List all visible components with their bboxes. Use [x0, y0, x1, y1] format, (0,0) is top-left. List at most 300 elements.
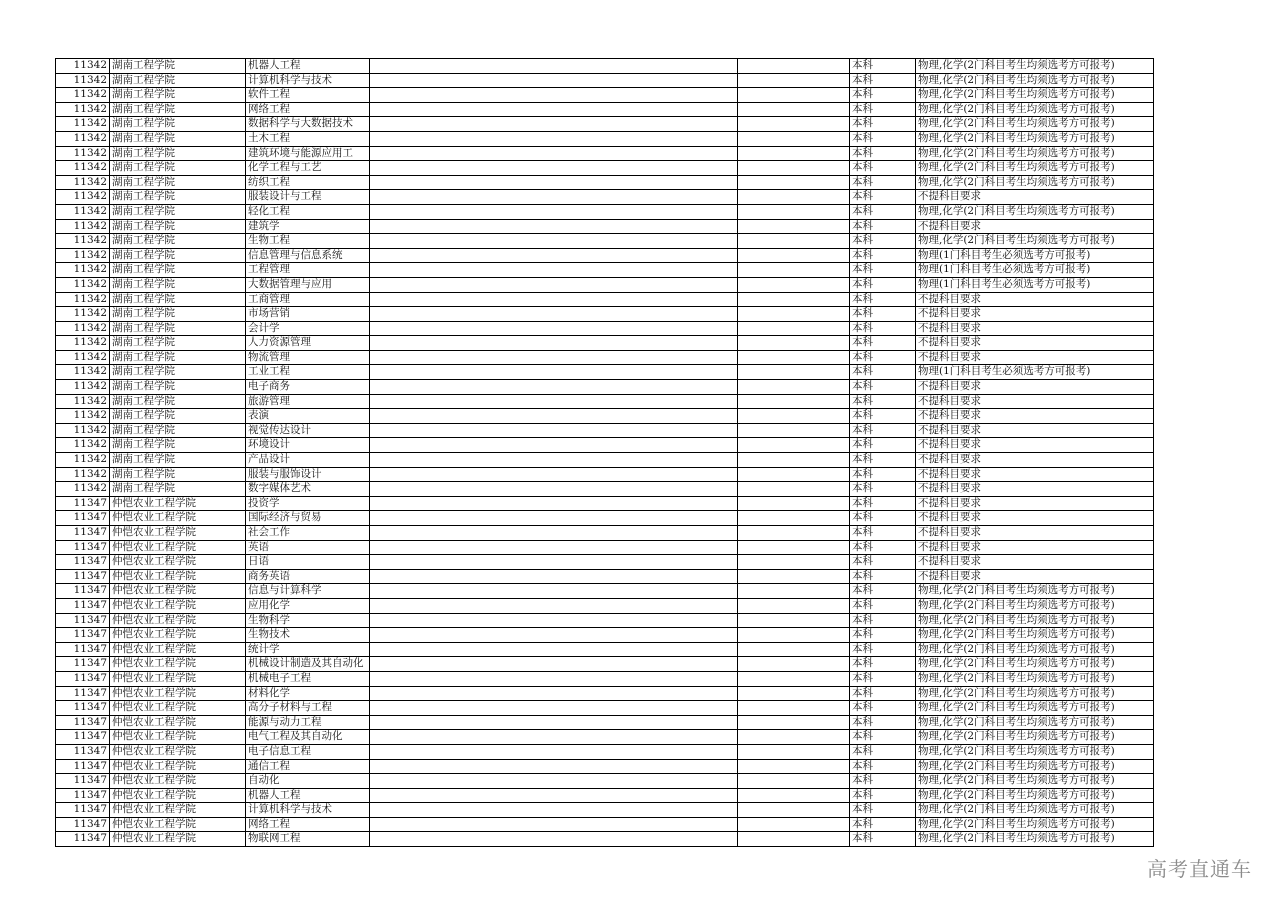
blank-col-a-cell [370, 423, 738, 438]
blank-col-a-cell [370, 277, 738, 292]
blank-col-a-cell [370, 394, 738, 409]
school-name-cell: 仲恺农业工程学院 [110, 496, 246, 511]
school-code-cell: 11347 [56, 715, 110, 730]
subject-requirement-cell: 物理(1门科目考生必须选考方可报考) [916, 277, 1154, 292]
school-code-cell: 11347 [56, 642, 110, 657]
blank-col-a-cell [370, 526, 738, 541]
blank-col-a-cell [370, 715, 738, 730]
school-name-cell: 仲恺农业工程学院 [110, 613, 246, 628]
level-cell: 本科 [850, 511, 916, 526]
table-row [56, 409, 1154, 424]
blank-col-a-cell [370, 365, 738, 380]
table-row [56, 263, 1154, 278]
blank-col-b-cell [738, 102, 850, 117]
level-cell: 本科 [850, 701, 916, 716]
table-row [56, 423, 1154, 438]
level-cell: 本科 [850, 117, 916, 132]
table-row [56, 657, 1154, 672]
school-code-cell: 11342 [56, 321, 110, 336]
school-code-cell: 11342 [56, 219, 110, 234]
level-cell: 本科 [850, 146, 916, 161]
blank-col-a-cell [370, 161, 738, 176]
table-row [56, 190, 1154, 205]
table-row [56, 59, 1154, 74]
blank-col-a-cell [370, 671, 738, 686]
table-row [56, 598, 1154, 613]
subject-requirement-cell: 不提科目要求 [916, 219, 1154, 234]
blank-col-a-cell [370, 628, 738, 643]
school-code-cell: 11347 [56, 569, 110, 584]
subject-requirement-cell: 不提科目要求 [916, 482, 1154, 497]
subject-requirement-cell: 不提科目要求 [916, 555, 1154, 570]
blank-col-b-cell [738, 657, 850, 672]
blank-col-b-cell [738, 540, 850, 555]
school-name-cell: 仲恺农业工程学院 [110, 584, 246, 599]
major-name-cell: 自动化 [246, 774, 370, 789]
table-row [56, 453, 1154, 468]
blank-col-a-cell [370, 234, 738, 249]
level-cell: 本科 [850, 321, 916, 336]
school-code-cell: 11342 [56, 234, 110, 249]
table-row [56, 715, 1154, 730]
school-name-cell: 仲恺农业工程学院 [110, 832, 246, 847]
school-code-cell: 11347 [56, 759, 110, 774]
major-name-cell: 产品设计 [246, 453, 370, 468]
school-code-cell: 11342 [56, 482, 110, 497]
blank-col-b-cell [738, 321, 850, 336]
major-name-cell: 商务英语 [246, 569, 370, 584]
major-name-cell: 能源与动力工程 [246, 715, 370, 730]
school-code-cell: 11347 [56, 613, 110, 628]
table-row [56, 321, 1154, 336]
level-cell: 本科 [850, 774, 916, 789]
level-cell: 本科 [850, 540, 916, 555]
requirements-table [55, 58, 1154, 847]
blank-col-a-cell [370, 642, 738, 657]
school-name-cell: 湖南工程学院 [110, 263, 246, 278]
school-code-cell: 11342 [56, 453, 110, 468]
level-cell: 本科 [850, 715, 916, 730]
major-name-cell: 人力资源管理 [246, 336, 370, 351]
school-name-cell: 湖南工程学院 [110, 190, 246, 205]
major-name-cell: 计算机科学与技术 [246, 73, 370, 88]
subject-requirement-cell: 物理,化学(2门科目考生均须选考方可报考) [916, 161, 1154, 176]
level-cell: 本科 [850, 730, 916, 745]
level-cell: 本科 [850, 671, 916, 686]
level-cell: 本科 [850, 628, 916, 643]
school-code-cell: 11342 [56, 263, 110, 278]
school-code-cell: 11342 [56, 204, 110, 219]
major-name-cell: 英语 [246, 540, 370, 555]
level-cell: 本科 [850, 584, 916, 599]
major-name-cell: 物流管理 [246, 350, 370, 365]
table-row [56, 555, 1154, 570]
school-code-cell: 11342 [56, 190, 110, 205]
school-code-cell: 11347 [56, 598, 110, 613]
level-cell: 本科 [850, 88, 916, 103]
blank-col-a-cell [370, 73, 738, 88]
school-code-cell: 11342 [56, 467, 110, 482]
major-name-cell: 服装设计与工程 [246, 190, 370, 205]
table-row [56, 438, 1154, 453]
major-name-cell: 高分子材料与工程 [246, 701, 370, 716]
subject-requirement-cell: 物理,化学(2门科目考生均须选考方可报考) [916, 102, 1154, 117]
school-name-cell: 湖南工程学院 [110, 234, 246, 249]
blank-col-a-cell [370, 59, 738, 74]
major-name-cell: 化学工程与工艺 [246, 161, 370, 176]
school-code-cell: 11347 [56, 730, 110, 745]
school-code-cell: 11347 [56, 701, 110, 716]
table-row [56, 774, 1154, 789]
table-row [56, 88, 1154, 103]
subject-requirement-cell: 不提科目要求 [916, 540, 1154, 555]
blank-col-a-cell [370, 467, 738, 482]
major-name-cell: 工商管理 [246, 292, 370, 307]
table-row [56, 744, 1154, 759]
major-name-cell: 电子信息工程 [246, 744, 370, 759]
table-row [56, 628, 1154, 643]
major-name-cell: 数据科学与大数据技术 [246, 117, 370, 132]
level-cell: 本科 [850, 438, 916, 453]
blank-col-a-cell [370, 248, 738, 263]
school-code-cell: 11342 [56, 292, 110, 307]
level-cell: 本科 [850, 613, 916, 628]
level-cell: 本科 [850, 336, 916, 351]
blank-col-b-cell [738, 161, 850, 176]
major-name-cell: 社会工作 [246, 526, 370, 541]
school-name-cell: 湖南工程学院 [110, 102, 246, 117]
level-cell: 本科 [850, 277, 916, 292]
subject-requirement-cell: 物理,化学(2门科目考生均须选考方可报考) [916, 73, 1154, 88]
school-code-cell: 11342 [56, 175, 110, 190]
blank-col-b-cell [738, 788, 850, 803]
major-name-cell: 大数据管理与应用 [246, 277, 370, 292]
major-name-cell: 物联网工程 [246, 832, 370, 847]
blank-col-b-cell [738, 336, 850, 351]
school-name-cell: 湖南工程学院 [110, 336, 246, 351]
blank-col-a-cell [370, 803, 738, 818]
level-cell: 本科 [850, 102, 916, 117]
blank-col-a-cell [370, 701, 738, 716]
subject-requirement-cell: 物理(1门科目考生必须选考方可报考) [916, 365, 1154, 380]
school-code-cell: 11342 [56, 423, 110, 438]
school-code-cell: 11342 [56, 365, 110, 380]
watermark-logo: 高考直通车 [1147, 857, 1252, 881]
blank-col-b-cell [738, 628, 850, 643]
table-row [56, 759, 1154, 774]
major-name-cell: 轻化工程 [246, 204, 370, 219]
blank-col-b-cell [738, 715, 850, 730]
major-name-cell: 应用化学 [246, 598, 370, 613]
school-code-cell: 11342 [56, 88, 110, 103]
blank-col-a-cell [370, 496, 738, 511]
blank-col-a-cell [370, 380, 738, 395]
table-row [56, 234, 1154, 249]
subject-requirement-cell: 物理,化学(2门科目考生均须选考方可报考) [916, 204, 1154, 219]
table-row [56, 394, 1154, 409]
blank-col-a-cell [370, 569, 738, 584]
blank-col-b-cell [738, 642, 850, 657]
subject-requirement-cell: 不提科目要求 [916, 438, 1154, 453]
subject-requirement-cell: 物理,化学(2门科目考生均须选考方可报考) [916, 744, 1154, 759]
school-name-cell: 仲恺农业工程学院 [110, 686, 246, 701]
level-cell: 本科 [850, 496, 916, 511]
major-name-cell: 工程管理 [246, 263, 370, 278]
school-code-cell: 11347 [56, 511, 110, 526]
school-code-cell: 11347 [56, 628, 110, 643]
table-body [56, 59, 1154, 847]
level-cell: 本科 [850, 380, 916, 395]
subject-requirement-cell: 不提科目要求 [916, 526, 1154, 541]
blank-col-a-cell [370, 131, 738, 146]
subject-requirement-cell: 不提科目要求 [916, 569, 1154, 584]
blank-col-a-cell [370, 482, 738, 497]
subject-requirement-cell: 物理,化学(2门科目考生均须选考方可报考) [916, 715, 1154, 730]
level-cell: 本科 [850, 263, 916, 278]
blank-col-b-cell [738, 219, 850, 234]
blank-col-b-cell [738, 598, 850, 613]
major-name-cell: 会计学 [246, 321, 370, 336]
table-row [56, 803, 1154, 818]
school-name-cell: 仲恺农业工程学院 [110, 730, 246, 745]
major-name-cell: 信息管理与信息系统 [246, 248, 370, 263]
school-code-cell: 11342 [56, 161, 110, 176]
school-name-cell: 仲恺农业工程学院 [110, 715, 246, 730]
subject-requirement-cell: 不提科目要求 [916, 453, 1154, 468]
blank-col-b-cell [738, 774, 850, 789]
subject-requirement-cell: 物理,化学(2门科目考生均须选考方可报考) [916, 774, 1154, 789]
subject-requirement-cell: 物理,化学(2门科目考生均须选考方可报考) [916, 701, 1154, 716]
blank-col-b-cell [738, 380, 850, 395]
blank-col-b-cell [738, 350, 850, 365]
blank-col-b-cell [738, 88, 850, 103]
school-name-cell: 湖南工程学院 [110, 292, 246, 307]
table-row [56, 526, 1154, 541]
subject-requirement-cell: 物理,化学(2门科目考生均须选考方可报考) [916, 817, 1154, 832]
blank-col-a-cell [370, 511, 738, 526]
major-name-cell: 纺织工程 [246, 175, 370, 190]
table-row [56, 613, 1154, 628]
subject-requirement-cell: 不提科目要求 [916, 292, 1154, 307]
blank-col-a-cell [370, 613, 738, 628]
major-name-cell: 日语 [246, 555, 370, 570]
major-name-cell: 服装与服饰设计 [246, 467, 370, 482]
subject-requirement-cell: 不提科目要求 [916, 423, 1154, 438]
subject-requirement-cell: 不提科目要求 [916, 394, 1154, 409]
subject-requirement-cell: 物理,化学(2门科目考生均须选考方可报考) [916, 598, 1154, 613]
school-code-cell: 11347 [56, 526, 110, 541]
subject-requirement-cell: 物理,化学(2门科目考生均须选考方可报考) [916, 657, 1154, 672]
school-code-cell: 11347 [56, 832, 110, 847]
school-code-cell: 11342 [56, 102, 110, 117]
level-cell: 本科 [850, 131, 916, 146]
school-name-cell: 湖南工程学院 [110, 394, 246, 409]
level-cell: 本科 [850, 292, 916, 307]
table-row [56, 642, 1154, 657]
blank-col-b-cell [738, 277, 850, 292]
blank-col-a-cell [370, 817, 738, 832]
major-name-cell: 通信工程 [246, 759, 370, 774]
school-name-cell: 仲恺农业工程学院 [110, 657, 246, 672]
subject-requirement-cell: 物理,化学(2门科目考生均须选考方可报考) [916, 146, 1154, 161]
school-code-cell: 11347 [56, 496, 110, 511]
major-name-cell: 市场营销 [246, 307, 370, 322]
blank-col-b-cell [738, 394, 850, 409]
blank-col-a-cell [370, 219, 738, 234]
level-cell: 本科 [850, 73, 916, 88]
blank-col-a-cell [370, 88, 738, 103]
table-row [56, 292, 1154, 307]
table-row [56, 569, 1154, 584]
table-row [56, 540, 1154, 555]
level-cell: 本科 [850, 759, 916, 774]
subject-requirement-cell: 不提科目要求 [916, 336, 1154, 351]
school-name-cell: 仲恺农业工程学院 [110, 642, 246, 657]
subject-requirement-cell: 物理,化学(2门科目考生均须选考方可报考) [916, 131, 1154, 146]
level-cell: 本科 [850, 657, 916, 672]
level-cell: 本科 [850, 175, 916, 190]
school-name-cell: 仲恺农业工程学院 [110, 817, 246, 832]
table-row [56, 365, 1154, 380]
blank-col-b-cell [738, 613, 850, 628]
school-code-cell: 11342 [56, 307, 110, 322]
major-name-cell: 工业工程 [246, 365, 370, 380]
subject-requirement-cell: 不提科目要求 [916, 409, 1154, 424]
school-code-cell: 11342 [56, 59, 110, 74]
table-row [56, 248, 1154, 263]
blank-col-a-cell [370, 146, 738, 161]
table-row [56, 584, 1154, 599]
subject-requirement-cell: 物理(1门科目考生必须选考方可报考) [916, 263, 1154, 278]
level-cell: 本科 [850, 248, 916, 263]
school-name-cell: 湖南工程学院 [110, 117, 246, 132]
blank-col-a-cell [370, 190, 738, 205]
school-code-cell: 11342 [56, 131, 110, 146]
level-cell: 本科 [850, 526, 916, 541]
table-row [56, 350, 1154, 365]
blank-col-b-cell [738, 365, 850, 380]
school-name-cell: 湖南工程学院 [110, 146, 246, 161]
level-cell: 本科 [850, 350, 916, 365]
blank-col-b-cell [738, 569, 850, 584]
major-name-cell: 电气工程及其自动化 [246, 730, 370, 745]
blank-col-a-cell [370, 774, 738, 789]
subject-requirement-cell: 物理,化学(2门科目考生均须选考方可报考) [916, 88, 1154, 103]
school-name-cell: 仲恺农业工程学院 [110, 803, 246, 818]
table-row [56, 380, 1154, 395]
blank-col-b-cell [738, 511, 850, 526]
table-row [56, 467, 1154, 482]
school-code-cell: 11342 [56, 248, 110, 263]
major-name-cell: 电子商务 [246, 380, 370, 395]
blank-col-a-cell [370, 438, 738, 453]
table-row [56, 336, 1154, 351]
blank-col-a-cell [370, 730, 738, 745]
blank-col-b-cell [738, 204, 850, 219]
school-name-cell: 仲恺农业工程学院 [110, 540, 246, 555]
level-cell: 本科 [850, 59, 916, 74]
level-cell: 本科 [850, 204, 916, 219]
blank-col-b-cell [738, 832, 850, 847]
level-cell: 本科 [850, 642, 916, 657]
school-name-cell: 湖南工程学院 [110, 88, 246, 103]
table-row [56, 496, 1154, 511]
level-cell: 本科 [850, 686, 916, 701]
blank-col-a-cell [370, 759, 738, 774]
major-name-cell: 表演 [246, 409, 370, 424]
table-row [56, 73, 1154, 88]
blank-col-b-cell [738, 701, 850, 716]
school-code-cell: 11347 [56, 817, 110, 832]
school-name-cell: 湖南工程学院 [110, 59, 246, 74]
subject-requirement-cell: 不提科目要求 [916, 350, 1154, 365]
table-row [56, 219, 1154, 234]
table-row [56, 788, 1154, 803]
level-cell: 本科 [850, 219, 916, 234]
subject-requirement-cell: 物理,化学(2门科目考生均须选考方可报考) [916, 730, 1154, 745]
major-name-cell: 视觉传达设计 [246, 423, 370, 438]
subject-requirement-cell: 物理,化学(2门科目考生均须选考方可报考) [916, 686, 1154, 701]
subject-requirement-cell: 不提科目要求 [916, 380, 1154, 395]
school-code-cell: 11342 [56, 146, 110, 161]
table-row [56, 102, 1154, 117]
blank-col-b-cell [738, 496, 850, 511]
school-name-cell: 仲恺农业工程学院 [110, 671, 246, 686]
table-row [56, 307, 1154, 322]
major-name-cell: 计算机科学与技术 [246, 803, 370, 818]
blank-col-a-cell [370, 350, 738, 365]
table-row [56, 482, 1154, 497]
school-name-cell: 仲恺农业工程学院 [110, 774, 246, 789]
blank-col-b-cell [738, 555, 850, 570]
school-name-cell: 湖南工程学院 [110, 482, 246, 497]
level-cell: 本科 [850, 555, 916, 570]
major-name-cell: 旅游管理 [246, 394, 370, 409]
subject-requirement-cell: 不提科目要求 [916, 511, 1154, 526]
school-code-cell: 11342 [56, 350, 110, 365]
table-row [56, 131, 1154, 146]
subject-requirement-cell: 不提科目要求 [916, 307, 1154, 322]
subject-requirement-cell: 不提科目要求 [916, 467, 1154, 482]
school-name-cell: 湖南工程学院 [110, 175, 246, 190]
school-code-cell: 11347 [56, 686, 110, 701]
major-name-cell: 国际经济与贸易 [246, 511, 370, 526]
level-cell: 本科 [850, 394, 916, 409]
table-row [56, 511, 1154, 526]
subject-requirement-cell: 物理(1门科目考生必须选考方可报考) [916, 248, 1154, 263]
school-name-cell: 湖南工程学院 [110, 307, 246, 322]
blank-col-b-cell [738, 190, 850, 205]
subject-requirement-cell: 不提科目要求 [916, 321, 1154, 336]
blank-col-a-cell [370, 540, 738, 555]
school-name-cell: 仲恺农业工程学院 [110, 598, 246, 613]
level-cell: 本科 [850, 832, 916, 847]
school-name-cell: 仲恺农业工程学院 [110, 701, 246, 716]
school-code-cell: 11347 [56, 671, 110, 686]
blank-col-a-cell [370, 336, 738, 351]
table-row [56, 277, 1154, 292]
level-cell: 本科 [850, 803, 916, 818]
school-name-cell: 仲恺农业工程学院 [110, 744, 246, 759]
school-name-cell: 仲恺农业工程学院 [110, 526, 246, 541]
blank-col-b-cell [738, 131, 850, 146]
school-code-cell: 11347 [56, 744, 110, 759]
blank-col-b-cell [738, 234, 850, 249]
school-code-cell: 11347 [56, 555, 110, 570]
blank-col-b-cell [738, 73, 850, 88]
subject-requirement-cell: 物理,化学(2门科目考生均须选考方可报考) [916, 671, 1154, 686]
table-row [56, 730, 1154, 745]
